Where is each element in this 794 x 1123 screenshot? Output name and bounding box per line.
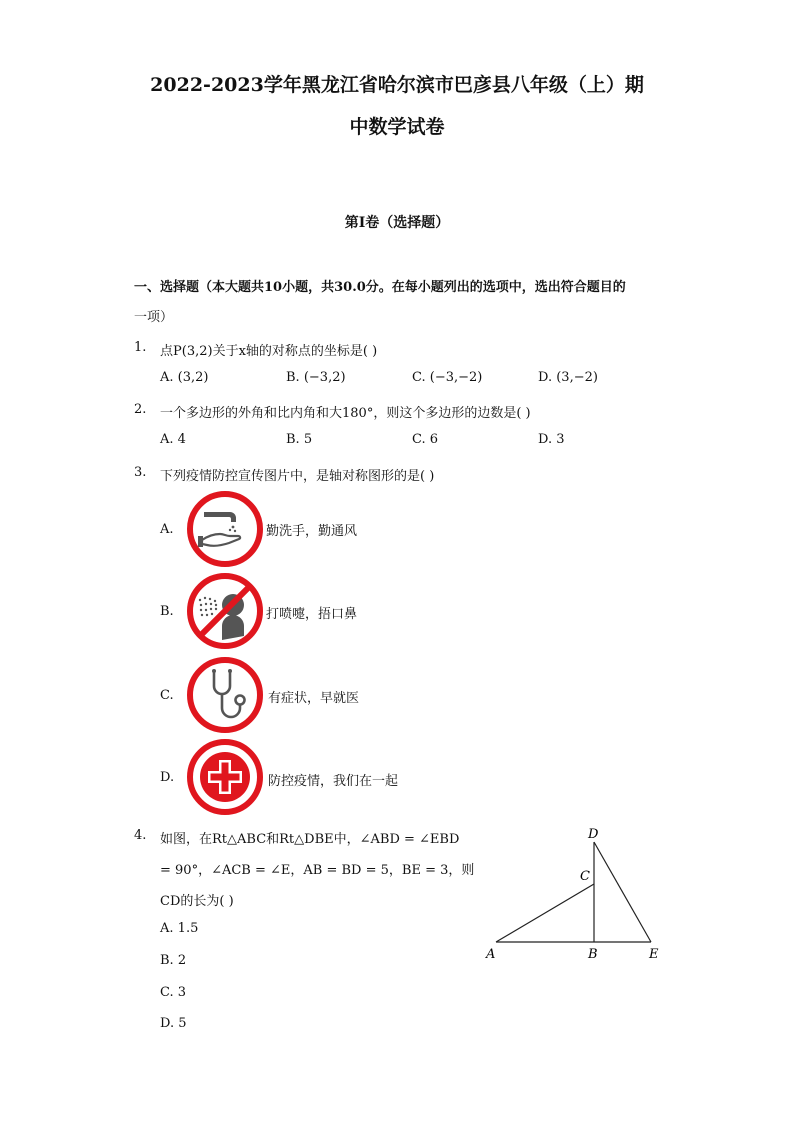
section-title: 第I卷（选择题） bbox=[344, 215, 450, 231]
option-caption: 勤洗手，勤通风 bbox=[266, 524, 358, 539]
question-stem-line3: CD的长为( ) bbox=[160, 894, 234, 909]
option-c[interactable]: C. 6 bbox=[412, 432, 439, 447]
option-b[interactable]: B. 2 bbox=[160, 953, 187, 968]
option-caption: 防控疫情，我们在一起 bbox=[268, 774, 399, 789]
label-a: A bbox=[486, 947, 496, 962]
triangle-figure bbox=[478, 822, 678, 967]
label-d: D bbox=[588, 827, 599, 842]
label-c: C bbox=[580, 869, 590, 884]
question-number: 3. bbox=[134, 465, 147, 480]
option-a[interactable]: A. (3,2) bbox=[160, 370, 209, 385]
label-e: E bbox=[649, 947, 659, 962]
stethoscope-sign-icon[interactable] bbox=[186, 656, 264, 734]
option-b[interactable]: B. (−3,2) bbox=[286, 370, 346, 385]
red-cross-sign-icon[interactable] bbox=[186, 738, 264, 816]
segment-ac bbox=[496, 884, 594, 942]
option-c[interactable]: C. (−3,−2) bbox=[412, 370, 483, 385]
question-stem: 一个多边形的外角和比内角和大180°，则这个多边形的边数是( ) bbox=[160, 406, 531, 421]
question-number: 4. bbox=[134, 828, 147, 843]
question-stem-line1: 如图，在Rt△ABC和Rt△DBE中，∠ABD = ∠EBD bbox=[160, 832, 460, 847]
option-a[interactable]: A. bbox=[160, 522, 174, 537]
option-a[interactable]: A. 4 bbox=[160, 432, 186, 447]
option-a[interactable]: A. 1.5 bbox=[160, 921, 199, 936]
option-b[interactable]: B. 5 bbox=[286, 432, 313, 447]
option-c[interactable]: C. 3 bbox=[160, 985, 187, 1000]
option-caption: 打喷嚏，捂口鼻 bbox=[266, 607, 358, 622]
option-d[interactable]: D. 3 bbox=[538, 432, 565, 447]
option-b[interactable]: B. bbox=[160, 604, 174, 619]
question-stem: 下列疫情防控宣传图片中，是轴对称图形的是( ) bbox=[160, 469, 435, 484]
label-b: B bbox=[588, 947, 598, 962]
option-d[interactable]: D. 5 bbox=[160, 1016, 187, 1031]
no-sneeze-sign-icon[interactable] bbox=[186, 572, 264, 650]
segment-de bbox=[594, 842, 651, 942]
question-number: 1. bbox=[134, 340, 147, 355]
question-stem-line2: = 90°，∠ACB = ∠E，AB = BD = 5，BE = 3，则 bbox=[160, 863, 475, 878]
option-d[interactable]: D. (3,−2) bbox=[538, 370, 598, 385]
paper-title-line2: 中数学试卷 bbox=[349, 116, 445, 138]
paper-title-line1: 2022-2023学年黑龙江省哈尔滨市巴彦县八年级（上）期 bbox=[150, 74, 644, 96]
handwash-sign-icon[interactable] bbox=[186, 490, 264, 568]
option-d[interactable]: D. bbox=[160, 770, 175, 785]
part-heading-line2: 一项） bbox=[134, 310, 174, 325]
option-c[interactable]: C. bbox=[160, 688, 174, 703]
question-stem: 点P(3,2)关于x轴的对称点的坐标是( ) bbox=[160, 344, 378, 359]
part-heading-line1: 一、选择题（本大题共10小题，共30.0分。在每小题列出的选项中，选出符合题目的 bbox=[134, 280, 626, 295]
option-caption: 有症状，早就医 bbox=[268, 691, 360, 706]
question-number: 2. bbox=[134, 402, 147, 417]
